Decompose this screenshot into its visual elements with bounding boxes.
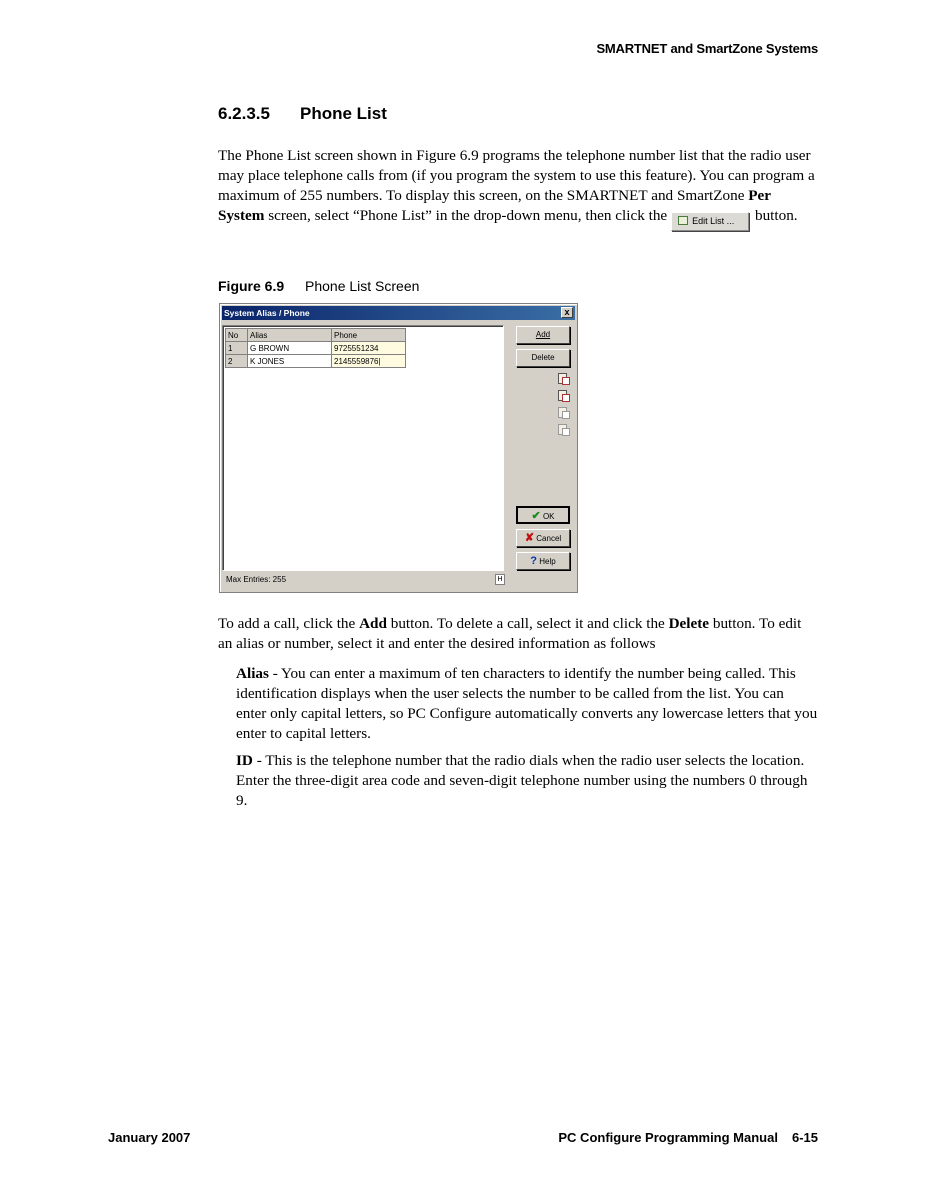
edit-list-button[interactable] bbox=[671, 212, 749, 231]
alias-term: Alias bbox=[236, 665, 269, 682]
alias-definition bbox=[236, 664, 818, 744]
copy-disabled-icon[interactable] bbox=[558, 407, 567, 418]
phone-table bbox=[225, 328, 406, 368]
p2-text-a: To add a call, click the bbox=[218, 615, 360, 632]
close-button[interactable]: x bbox=[561, 307, 573, 318]
figure-number: Figure 6.9 bbox=[218, 278, 285, 294]
row-number: 2 bbox=[226, 355, 248, 368]
edit-list-label: Edit List ... bbox=[692, 216, 735, 226]
dialog-titlebar bbox=[222, 306, 575, 320]
check-icon: ✔ bbox=[531, 510, 541, 522]
paste-disabled-icon[interactable] bbox=[558, 424, 567, 435]
table-row[interactable] bbox=[226, 355, 406, 368]
p2-text-c: button. To edit an alias or number, select it and enter the desired information as follows bbox=[218, 615, 802, 652]
cancel-button[interactable] bbox=[516, 529, 570, 547]
section-heading bbox=[218, 104, 387, 124]
col-phone-header[interactable]: Phone bbox=[332, 329, 406, 342]
id-description: - This is the telephone number that the radio dials when the radio user selects the location. Enter the three-digit area code and seven-digit telephone number using the numbers 0 through 9. bbox=[236, 752, 808, 809]
ok-label: OK bbox=[542, 512, 555, 521]
add-button[interactable] bbox=[516, 326, 570, 344]
cancel-label: Cancel bbox=[536, 534, 562, 543]
help-label: Help bbox=[539, 557, 556, 566]
delete-term: Delete bbox=[668, 615, 710, 632]
col-alias-header[interactable]: Alias bbox=[248, 329, 332, 342]
dialog-title: System Alias / Phone bbox=[224, 308, 310, 318]
status-flag: H bbox=[495, 574, 505, 585]
intro-text-a: The Phone List screen shown in Figure 6.9 programs the telephone number list that the radio user may place telephone calls from (if you program the system to use this feature). You can program a maximum of 255 numbers. To display this screen, on the SMARTNET and SmartZone bbox=[218, 147, 815, 204]
ok-button[interactable] bbox=[516, 506, 570, 524]
id-definition bbox=[236, 751, 818, 811]
add-term: Add bbox=[359, 615, 387, 632]
alias-cell[interactable]: G BROWN bbox=[248, 342, 332, 355]
per-system-term: Per System bbox=[218, 187, 771, 224]
phone-cell-editing[interactable] bbox=[332, 355, 406, 368]
footer-date: January 2007 bbox=[108, 1130, 191, 1145]
table-header-row bbox=[226, 329, 406, 342]
copy-icon[interactable] bbox=[558, 373, 567, 384]
figure-caption bbox=[218, 278, 419, 294]
p2-text-b: button. To delete a call, select it and click the bbox=[386, 615, 669, 632]
instructions-paragraph bbox=[218, 614, 818, 654]
delete-label: Delete bbox=[531, 353, 555, 362]
footer-manual-title: PC Configure Programming Manual bbox=[558, 1130, 778, 1145]
section-number: 6.2.3.5 bbox=[218, 104, 270, 123]
figure-title: Phone List Screen bbox=[305, 278, 420, 294]
phone-edit-value[interactable]: 2145559876 bbox=[334, 356, 379, 366]
help-button[interactable] bbox=[516, 552, 570, 570]
help-question-icon: ? bbox=[530, 555, 538, 567]
text-cursor: | bbox=[378, 356, 381, 366]
phone-grid[interactable] bbox=[222, 325, 504, 571]
running-header: SMARTNET and SmartZone Systems bbox=[596, 41, 818, 56]
row-number: 1 bbox=[226, 342, 248, 355]
intro-text-c: button. bbox=[751, 207, 798, 224]
col-no-header[interactable]: No bbox=[226, 329, 248, 342]
cancel-x-icon: ✘ bbox=[524, 532, 535, 544]
id-term: ID bbox=[236, 752, 253, 769]
footer-manual bbox=[558, 1130, 818, 1145]
list-icon bbox=[678, 216, 688, 225]
page-number: 6-15 bbox=[791, 1130, 818, 1145]
phone-cell[interactable]: 9725551234 bbox=[332, 342, 406, 355]
paste-icon[interactable] bbox=[558, 390, 567, 401]
intro-paragraph bbox=[218, 146, 818, 231]
alias-cell[interactable]: K JONES bbox=[248, 355, 332, 368]
status-max-entries: Max Entries: 255 bbox=[226, 575, 287, 584]
table-row[interactable] bbox=[226, 342, 406, 355]
intro-text-b: screen, select “Phone List” in the drop-down menu, then click the bbox=[264, 207, 668, 224]
add-label: Add bbox=[535, 330, 551, 339]
alias-description: - You can enter a maximum of ten characters to identify the number being called. This identification displays when the user selects the number to be called from the list. You can enter only capital letters, so PC Configure automatically converts any lowercase letters that you enter to capital letters. bbox=[236, 665, 818, 742]
phone-list-dialog bbox=[219, 303, 578, 593]
delete-button[interactable] bbox=[516, 349, 570, 367]
section-title: Phone List bbox=[300, 104, 387, 123]
